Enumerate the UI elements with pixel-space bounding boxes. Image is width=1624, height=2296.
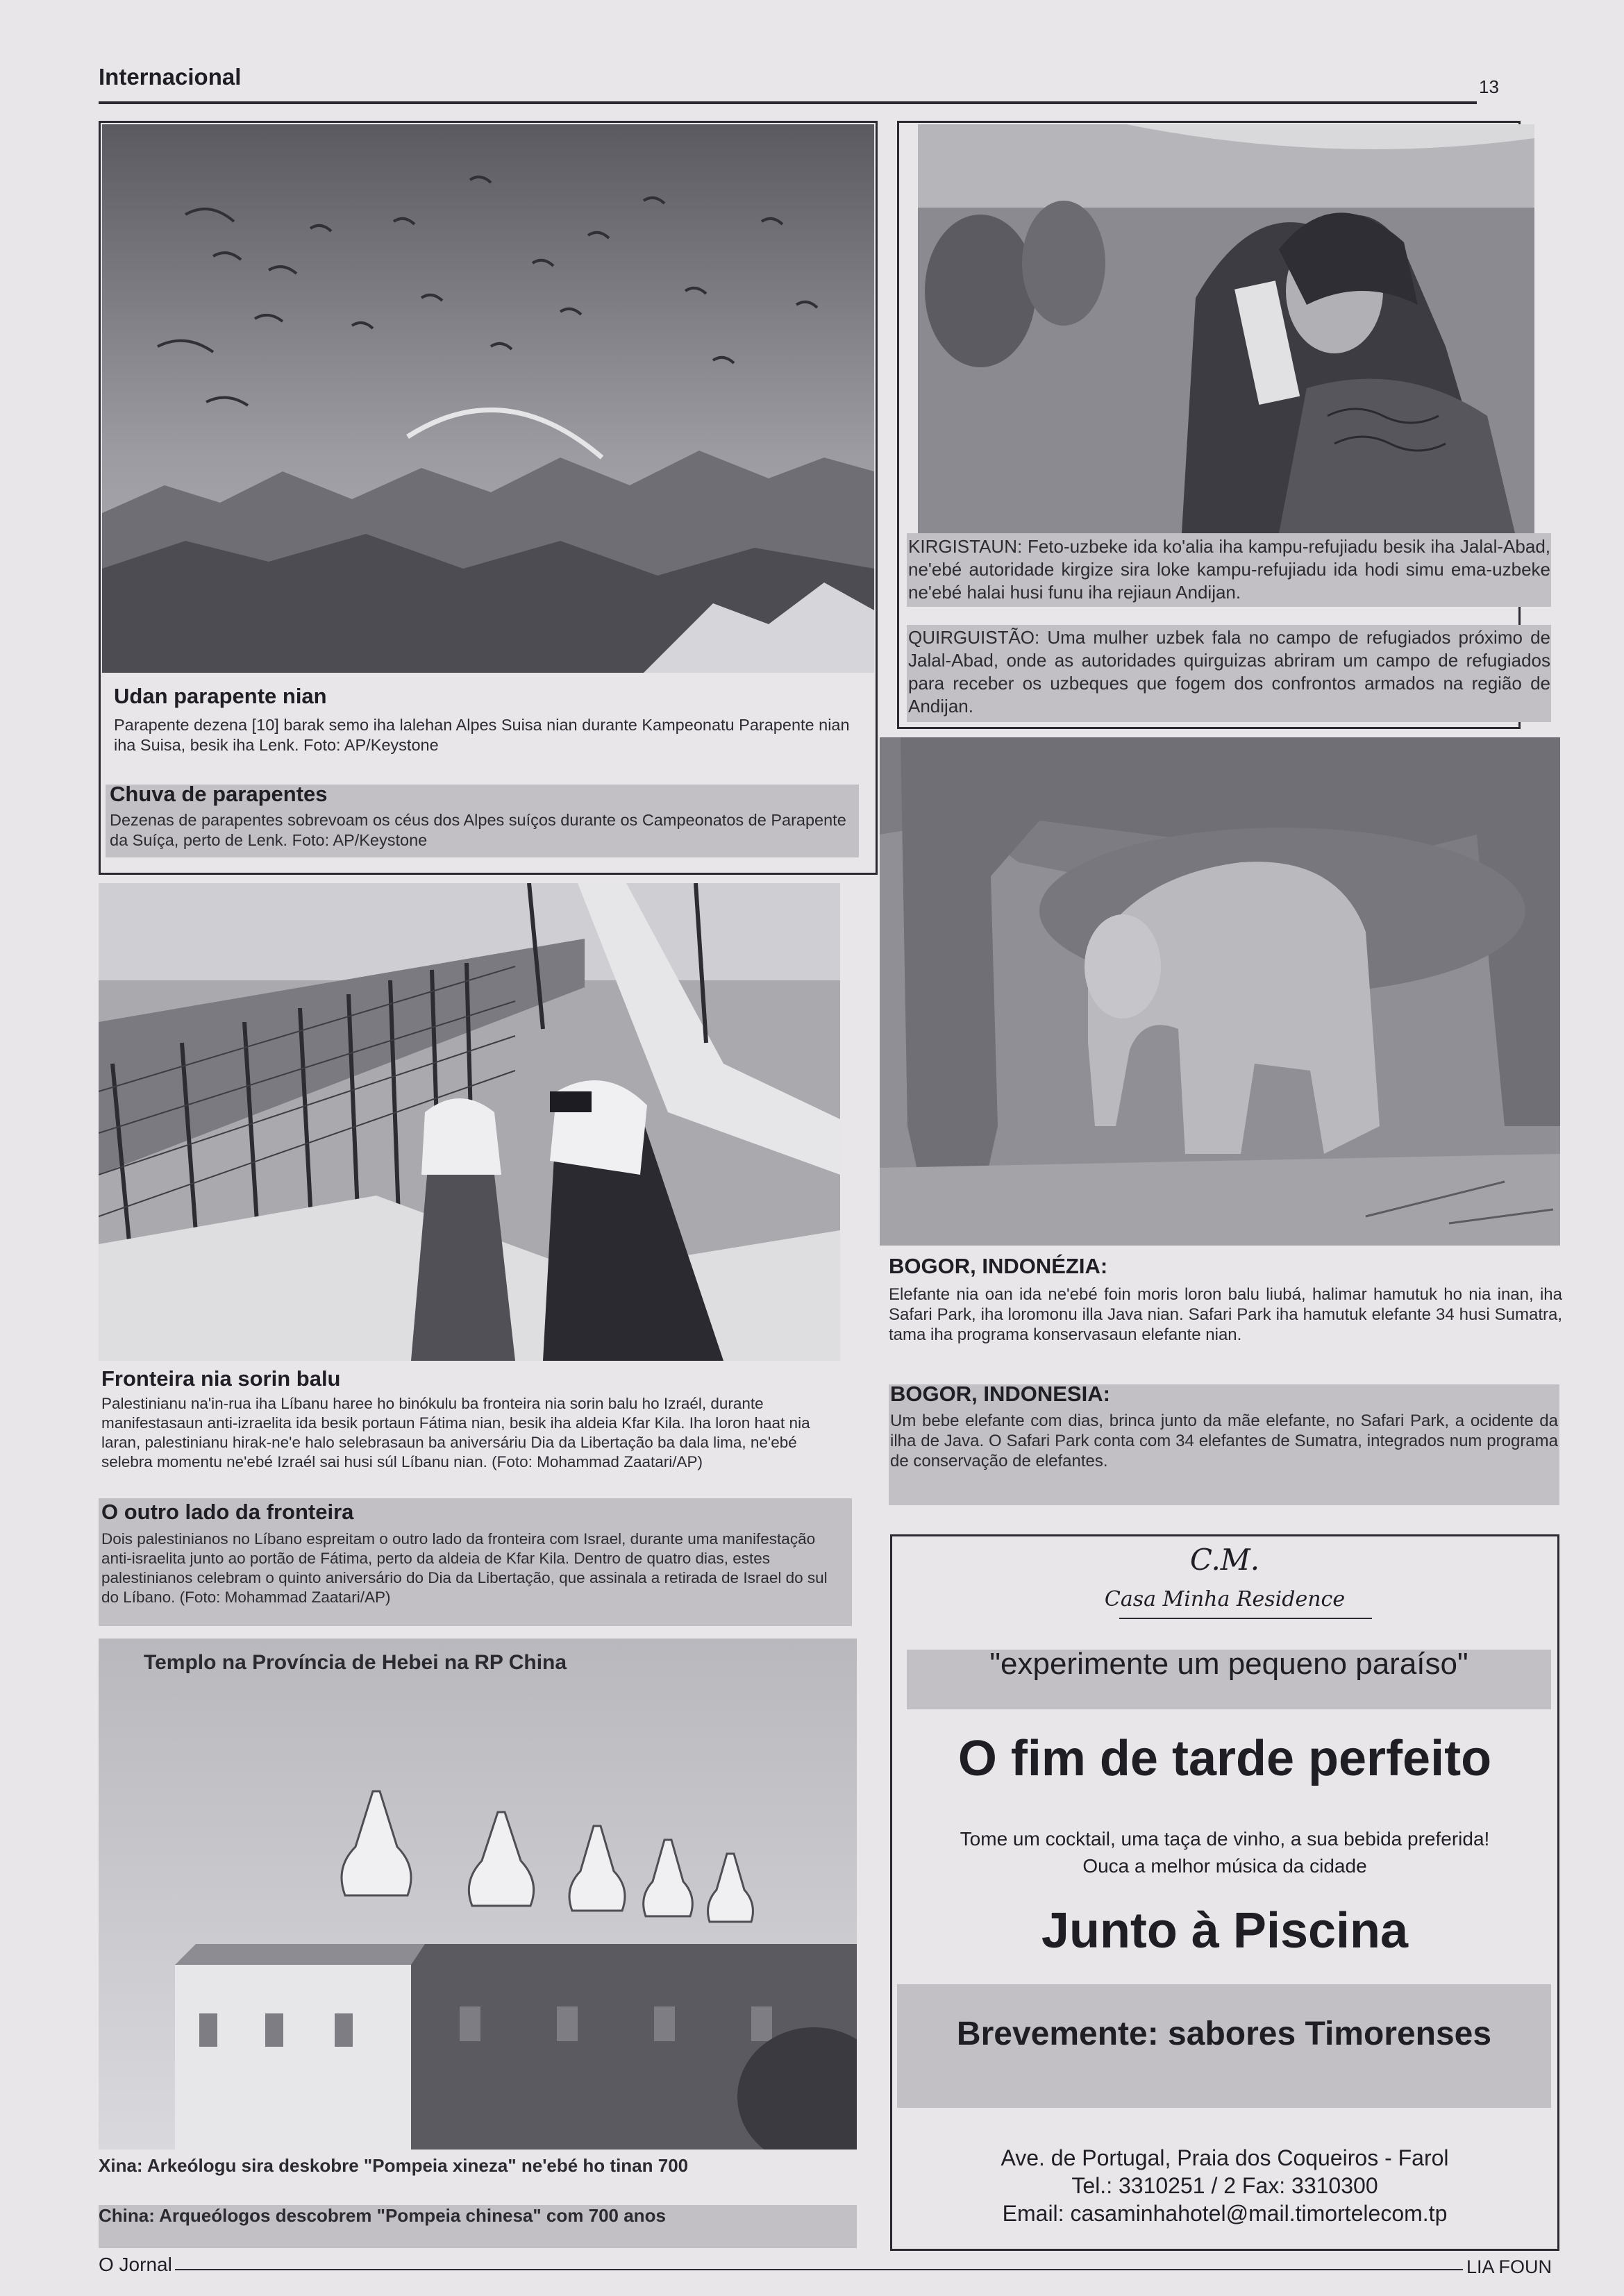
ad-big: Junto à Piscina bbox=[1041, 1903, 1409, 1959]
ad-brand: Casa Minha Residence bbox=[1104, 1587, 1346, 1611]
casa-minha-ad bbox=[890, 1534, 1559, 2251]
border-photo bbox=[99, 883, 840, 1361]
elephant-tetum-title: BOGOR, INDONÉZIA: bbox=[889, 1254, 1108, 1278]
ad-banner: Brevemente: sabores Timorenses bbox=[956, 2016, 1492, 2052]
elephant-photo bbox=[880, 737, 1560, 1246]
border-tetum-title: Fronteira nia sorin balu bbox=[101, 1366, 341, 1391]
ad-monogram: C.M. bbox=[1189, 1543, 1260, 1577]
paragliding-tetum-title: Udan parapente nian bbox=[114, 684, 327, 708]
temple-tetum-caption: Xina: Arkeólogu sira deskobre "Pompeia xineza" ne'ebé ho tinan 700 bbox=[99, 2155, 689, 2176]
page-number: 13 bbox=[1479, 76, 1499, 97]
temple-overlay-title: Templo na Província de Hebei na RP China bbox=[144, 1651, 567, 1674]
ad-headline: O fim de tarde perfeito bbox=[957, 1731, 1492, 1786]
temple-photo bbox=[99, 1639, 857, 2150]
temple-pt-caption: China: Arqueólogos descobrem "Pompeia chinesa" com 700 anos bbox=[99, 2205, 666, 2226]
elephant-pt-text: Um bebe elefante com dias, brinca junto da mãe elefante, no Safari Park, a ocidente da ilha de Java. O Safari Park conta com 34 elefantes de Sumatra, integrados num programa de conservação de elefantes. bbox=[890, 1411, 1558, 1470]
footer-rule bbox=[175, 2269, 1463, 2270]
ad-address: Ave. de Portugal, Praia dos Coqueiros - Farol bbox=[1001, 2145, 1449, 2170]
ad-line-1: Tome um cocktail, uma taça de vinho, a sua bebida preferida! bbox=[960, 1828, 1490, 1850]
footer-left: O Jornal bbox=[99, 2254, 172, 2275]
ad-slogan: "experimente um pequeno paraíso" bbox=[989, 1647, 1468, 1681]
section-title: Internacional bbox=[99, 64, 242, 90]
border-tetum-text: Palestinianu na'in-rua iha Líbanu haree ho binókulu ba fronteira nia sorin balu ho Izraél, durante manifestasaun anti-izraelita ida besik portaun Fátima nian, besik iha aldeia Kfar Kila. Iha loron haat nia laran, palestinianu hirak-ne'e halo selebrasaun ba aniversáriu Dia da Libertação ba dala lima, ne'ebé selebra momentu ne'ebé Izraél sai husi súl Líbanu nian. (Foto: Mohammad Zaatari/AP) bbox=[101, 1395, 810, 1470]
kyrgyzstan-tetum-text: KIRGISTAUN: Feto-uzbeke ida ko'alia iha kampu-refujiadu besik iha Jalal-Abad, ne'ebé autoridade kirgize sira loke kampu-refujiadu ida hodi simu ema-uzbeke ne'ebé halai husi funu iha rejiaun Andijan. bbox=[908, 536, 1550, 603]
paragliding-pt-text: Dezenas de parapentes sobrevoam os céus dos Alpes suíços durante os Campeonatos de Parapente da Suíça, perto de Lenk. Foto: AP/Keystone bbox=[110, 811, 846, 849]
kyrgyzstan-pt-text: QUIRGUISTÃO: Uma mulher uzbek fala no campo de refugiados próximo de Jalal-Abad, onde as autoridades quirguizas abriram um campo de refugiados para receber os uzbeques que fogem dos confrontos armados na região de Andijan. bbox=[908, 627, 1550, 717]
ad-line-2: Ouca a melhor música da cidade bbox=[1082, 1855, 1367, 1877]
kyrgyzstan-photo bbox=[918, 124, 1534, 533]
border-pt-title: O outro lado da fronteira bbox=[101, 1500, 354, 1524]
footer-right: LIA FOUN bbox=[1466, 2256, 1552, 2277]
border-pt-text: Dois palestinianos no Líbano espreitam o outro lado da fronteira com Israel, durante uma manifestação anti-israelita junto ao portão de Fátima, perto da aldeia de Kfar Kila. Dentro de quatro dias, estes palestinianos celebram o quinto aniversário do Dia da Libertação, que assinala a retirada de Israel do sul do Líbano. (Foto: Mohammad Zaatari/AP) bbox=[101, 1530, 828, 1606]
paragliding-pt-title: Chuva de parapentes bbox=[110, 782, 328, 806]
ad-phone: Tel.: 3310251 / 2 Fax: 3310300 bbox=[1071, 2173, 1378, 2198]
header-rule bbox=[99, 101, 1477, 104]
paragliding-photo bbox=[102, 124, 874, 673]
ad-email: Email: casaminhahotel@mail.timortelecom.tp bbox=[1002, 2201, 1448, 2226]
elephant-tetum-text: Elefante nia oan ida ne'ebé foin moris loron balu liubá, halimar hamutuk ho nia inan, iha Safari Park, iha loromonu illa Java nian. Safari Park iha hamutuk elefante 34 husi Sumatra, tama iha programa konservasaun elefante nian. bbox=[889, 1285, 1562, 1344]
elephant-pt-title: BOGOR, INDONESIA: bbox=[890, 1382, 1110, 1406]
paragliding-tetum-text: Parapente dezena [10] barak semo iha lalehan Alpes Suisa nian durante Kampeonatu Parapente nian iha Suisa, besik iha Lenk. Foto: AP/Keystone bbox=[114, 716, 850, 754]
ad-brand-rule bbox=[1119, 1618, 1372, 1619]
